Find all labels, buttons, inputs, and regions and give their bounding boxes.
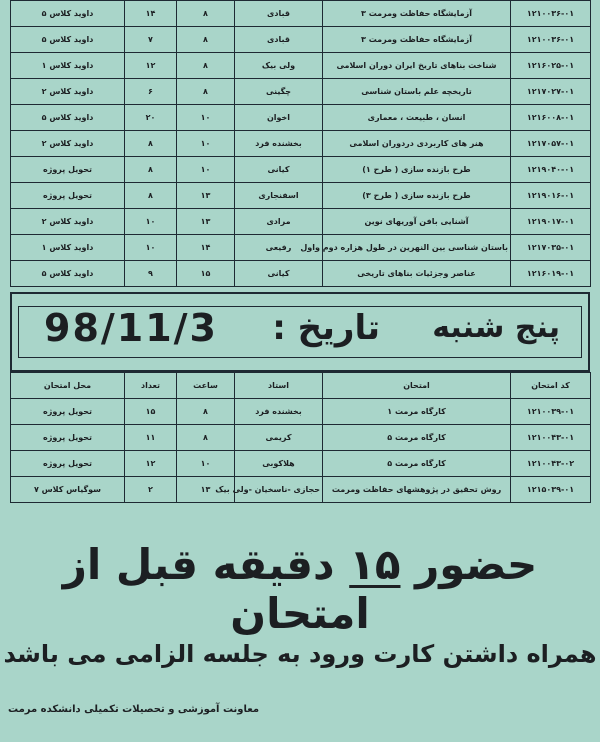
table-row <box>11 1 591 27</box>
cell-count: ۱۴ <box>125 1 177 27</box>
table-row <box>11 53 591 79</box>
header-code: کد امتحان <box>511 373 591 399</box>
cell-code: ۱۲۱۹۰۴۰-۰۱ <box>511 157 591 183</box>
cell-location: تحویل پروژه <box>11 183 125 209</box>
cell-location: داوید کلاس ۲ <box>11 131 125 157</box>
cell-location: داوید کلاس ۵ <box>11 105 125 131</box>
cell-teacher: کیانی <box>235 157 323 183</box>
attendance-notice-minutes: ۱۵ <box>349 540 401 589</box>
cell-location: داوید کلاس ۵ <box>11 261 125 287</box>
attendance-notice-after: دقیقه قبل از امتحان <box>62 540 370 638</box>
table-row <box>11 157 591 183</box>
cell-code: ۱۲۱۶۰۲۵-۰۱ <box>511 53 591 79</box>
cell-time: ۱۰ <box>177 105 235 131</box>
cell-teacher: کیانی <box>235 261 323 287</box>
footer-department: معاونت آموزشی و تحصیلات تکمیلی دانشکده مرمت <box>8 704 260 715</box>
cell-count: ۱۲ <box>125 53 177 79</box>
cell-course: روش تحقیق در پژوهشهای حفاظت ومرمت <box>323 477 511 503</box>
cell-count: ۱۱ <box>125 425 177 451</box>
cell-code: ۱۲۱۷۰۳۵-۰۱ <box>511 235 591 261</box>
cell-count: ۱۰ <box>125 235 177 261</box>
cell-time: ۱۰ <box>177 131 235 157</box>
cell-course: کارگاه مرمت ۱ <box>323 399 511 425</box>
cell-location: تحویل پروژه <box>11 425 125 451</box>
cell-time: ۱۳ <box>177 477 235 503</box>
cell-code: ۱۲۱۹۰۱۶-۰۱ <box>511 183 591 209</box>
cell-location: تحویل پروژه <box>11 451 125 477</box>
cell-location: داوید کلاس ۱ <box>11 53 125 79</box>
cell-count: ۸ <box>125 131 177 157</box>
cell-course: آزمایشگاه حفاظت ومرمت ۳ <box>323 27 511 53</box>
table-row <box>11 235 591 261</box>
cell-time: ۱۰ <box>177 451 235 477</box>
table-row <box>11 477 591 503</box>
cell-course: کارگاه مرمت ۵ <box>323 425 511 451</box>
cell-course: تاریخچه علم باستان شناسی <box>323 79 511 105</box>
cell-count: ۶ <box>125 79 177 105</box>
cell-time: ۸ <box>177 27 235 53</box>
cell-code: ۱۲۱۶۰۱۹-۰۱ <box>511 261 591 287</box>
cell-course: عناصر وجزئیات بناهای تاریخی <box>323 261 511 287</box>
cell-teacher: چگینی <box>235 79 323 105</box>
cell-time: ۸ <box>177 79 235 105</box>
cell-teacher: اسفنجاری <box>235 183 323 209</box>
cell-location: تحویل پروژه <box>11 157 125 183</box>
cell-time: ۸ <box>177 425 235 451</box>
header-course: امتحان <box>323 373 511 399</box>
schedule-table-top <box>10 0 591 287</box>
cell-course: طرح بازنده سازی ( طرح ۳) <box>323 183 511 209</box>
cell-teacher: ولی بیک <box>235 53 323 79</box>
cell-code: ۱۲۱۶۰۰۸-۰۱ <box>511 105 591 131</box>
header-teacher: استاد <box>235 373 323 399</box>
cell-location: تحویل پروژه <box>11 399 125 425</box>
cell-location: داوید کلاس ۱ <box>11 235 125 261</box>
cell-location: داوید کلاس ۵ <box>11 27 125 53</box>
cell-time: ۱۳ <box>177 183 235 209</box>
cell-code: ۱۲۱۰۰۳۶-۰۱ <box>511 1 591 27</box>
cell-count: ۷ <box>125 27 177 53</box>
schedule-table-top-body <box>11 1 591 287</box>
table-row <box>11 183 591 209</box>
date-value: 98/11/3 <box>44 306 218 350</box>
cell-course: کارگاه مرمت ۵ <box>323 451 511 477</box>
cell-code: ۱۲۱۰۰۴۳-۰۱ <box>511 425 591 451</box>
cell-teacher: مرادی <box>235 209 323 235</box>
cell-teacher: هلاکوبی <box>235 451 323 477</box>
attendance-notice <box>0 540 600 638</box>
cell-time: ۸ <box>177 399 235 425</box>
day-band <box>10 292 590 372</box>
cell-count: ۱۵ <box>125 399 177 425</box>
cell-time: ۱۳ <box>177 209 235 235</box>
entry-card-notice: همراه داشتن کارت ورود به جلسه الزامی می باشد <box>3 640 597 668</box>
cell-course: آزمایشگاه حفاظت ومرمت ۳ <box>323 1 511 27</box>
schedule-table-bottom <box>10 372 591 503</box>
cell-count: ۲ <box>125 477 177 503</box>
cell-location: داوید کلاس ۲ <box>11 79 125 105</box>
cell-time: ۱۴ <box>177 235 235 261</box>
cell-course: طرح بازنده سازی ( طرح ۱) <box>323 157 511 183</box>
cell-count: ۸ <box>125 183 177 209</box>
cell-course: شناخت بناهای تاریخ ایران دوران اسلامی <box>323 53 511 79</box>
table-row <box>11 105 591 131</box>
cell-code: ۱۲۱۹۰۱۷-۰۱ <box>511 209 591 235</box>
cell-course: انسان ، طبیعت ، معماری <box>323 105 511 131</box>
cell-code: ۱۲۱۷۰۲۷-۰۱ <box>511 79 591 105</box>
cell-teacher: قبادی <box>235 27 323 53</box>
header-location: محل امتحان <box>11 373 125 399</box>
cell-code: ۱۲۱۰۰۳۶-۰۱ <box>511 27 591 53</box>
table-row <box>11 79 591 105</box>
cell-teacher: اخوان <box>235 105 323 131</box>
cell-teacher: کریمی <box>235 425 323 451</box>
cell-count: ۸ <box>125 157 177 183</box>
cell-location: سوگیاس کلاس ۷ <box>11 477 125 503</box>
table-row <box>11 399 591 425</box>
cell-location: داوید کلاس ۵ <box>11 1 125 27</box>
cell-time: ۸ <box>177 53 235 79</box>
cell-location: داوید کلاس ۲ <box>11 209 125 235</box>
day-name: پنج شنبه <box>432 310 560 345</box>
cell-code: ۱۲۱۵۰۳۹-۰۱ <box>511 477 591 503</box>
cell-code: ۱۲۱۷۰۵۷-۰۱ <box>511 131 591 157</box>
cell-course: آشنایی بافن آوریهای نوین <box>323 209 511 235</box>
table-header-row <box>11 373 591 399</box>
cell-time: ۸ <box>177 1 235 27</box>
table-row <box>11 209 591 235</box>
attendance-notice-before: حضور <box>415 540 538 589</box>
cell-teacher: بخشنده فرد <box>235 399 323 425</box>
cell-teacher: حجازی -ناسخیان -ولی بیک <box>235 477 323 503</box>
cell-code: ۱۲۱۰۰۴۳-۰۲ <box>511 451 591 477</box>
header-count: تعداد <box>125 373 177 399</box>
cell-code: ۱۲۱۰۰۳۹-۰۱ <box>511 399 591 425</box>
header-time: ساعت <box>177 373 235 399</box>
cell-time: ۱۰ <box>177 157 235 183</box>
cell-count: ۲۰ <box>125 105 177 131</box>
date-label: تاریخ : <box>272 308 380 348</box>
table-row <box>11 261 591 287</box>
table-row <box>11 425 591 451</box>
cell-teacher: رفیعی <box>235 235 323 261</box>
cell-count: ۱۲ <box>125 451 177 477</box>
table-row <box>11 451 591 477</box>
cell-teacher: قبادی <box>235 1 323 27</box>
cell-count: ۱۰ <box>125 209 177 235</box>
cell-course: هنر های کاربردی دردوران اسلامی <box>323 131 511 157</box>
cell-time: ۱۵ <box>177 261 235 287</box>
schedule-table-bottom-body <box>11 399 591 503</box>
cell-course: باستان شناسی بین النهرین در طول هزاره دوم واول <box>323 235 511 261</box>
cell-teacher: بخشنده فرد <box>235 131 323 157</box>
table-row <box>11 131 591 157</box>
cell-count: ۹ <box>125 261 177 287</box>
table-row <box>11 27 591 53</box>
